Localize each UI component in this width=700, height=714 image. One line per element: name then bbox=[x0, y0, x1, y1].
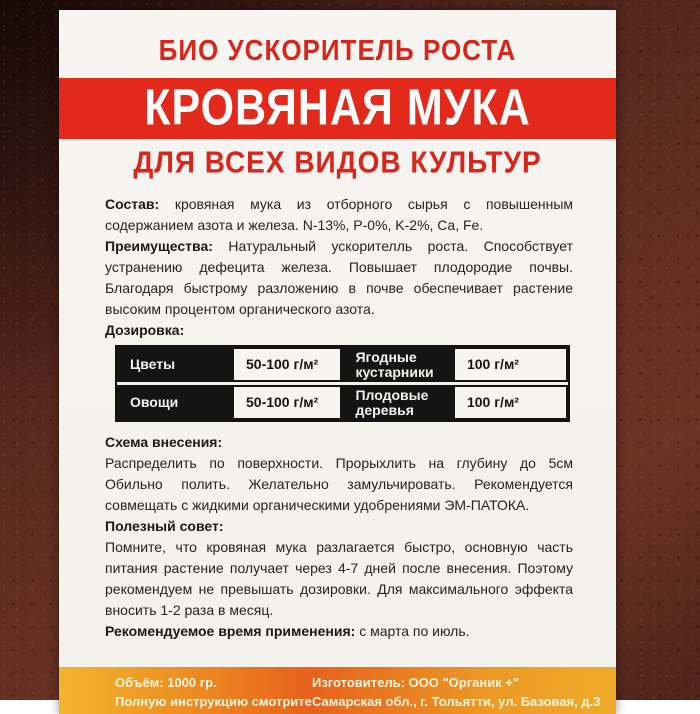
section-advantages bbox=[105, 236, 573, 320]
section-recommended-time-text: с марта по июль. bbox=[359, 623, 470, 639]
section-advantages-heading: Преимущества: bbox=[105, 238, 213, 254]
section-useful-tip-heading: Полезный совет: bbox=[105, 518, 224, 534]
section-recommended-time-heading: Рекомендуемое время применения: bbox=[105, 623, 356, 639]
footer-instruction-note: Полную инструкцию смотрите bbox=[115, 694, 312, 709]
dosage-value-vegetables: 50-100 г/м² bbox=[232, 385, 342, 420]
section-useful-tip bbox=[105, 516, 573, 621]
footer-volume: Объём: 1000 гр. bbox=[115, 675, 217, 690]
section-recommended-time bbox=[105, 621, 573, 642]
footer-band bbox=[59, 667, 616, 714]
footer-manufacturer: Изготовитель: ООО "Органик +" bbox=[312, 675, 520, 690]
section-application-scheme-text: Распределить по поверхности. Прорыхлить на глубину до 5см Обильно полить. Желательно замульчировать. Рекомендуется совмещать с жидкими органическими удобрениями ЭМ-ПАТОКА. bbox=[105, 455, 573, 513]
footer-left-column bbox=[115, 673, 312, 711]
title-band bbox=[59, 78, 616, 139]
label-body bbox=[59, 194, 616, 642]
dosage-value-fruit-trees: 100 г/м² bbox=[453, 385, 568, 420]
section-advantages-text: Натуральный ускорителль роста. Способствует устранению дефецита железа. Повышает плодородие почвы. Благодаря быстрому разложению в почве обеспечивает растение высоким процентом органического азота. bbox=[105, 238, 573, 317]
section-composition bbox=[105, 194, 573, 236]
section-application-scheme-heading: Схема внесения: bbox=[105, 434, 223, 450]
product-label bbox=[59, 10, 616, 714]
product-title: КРОВЯНАЯ МУКА bbox=[144, 79, 531, 137]
section-dosage-heading: Дозировка: bbox=[105, 322, 185, 338]
dosage-category-berry-bushes: Ягодные кустарники bbox=[342, 347, 452, 382]
dosage-value-berry-bushes: 100 г/м² bbox=[453, 347, 568, 382]
section-application-scheme bbox=[105, 432, 573, 516]
section-composition-text: кровяная мука из отборного сырья с повышенным содержанием азота и железа. N-13%, P-0%, K-2%, Ca, Fe. bbox=[105, 196, 574, 233]
subtitle: ДЛЯ ВСЕХ ВИДОВ КУЛЬТУР bbox=[133, 145, 542, 180]
dosage-table bbox=[115, 345, 570, 422]
footer-address: Самарская обл., г. Тольятти, ул. Базовая, д.3 bbox=[312, 694, 601, 709]
section-dosage-heading-row bbox=[105, 320, 573, 341]
tagline: БИО УСКОРИТЕЛЬ РОСТА bbox=[158, 33, 517, 67]
dosage-category-flowers: Цветы bbox=[117, 347, 232, 382]
section-useful-tip-text: Помните, что кровяная мука разлагается быстро, основную часть питания растение получает через 4-7 дней после внесения. Поэтому рекомендуем не превышать дозировки. Для максимального эффекта вносить 1-2 раза в месяц. bbox=[105, 539, 573, 618]
footer-right-column bbox=[312, 673, 600, 711]
dosage-category-vegetables: Овощи bbox=[117, 385, 232, 420]
dosage-value-flowers: 50-100 г/м² bbox=[232, 347, 342, 382]
dosage-category-fruit-trees: Плодовые деревья bbox=[342, 385, 452, 420]
section-composition-heading: Состав: bbox=[105, 196, 160, 212]
